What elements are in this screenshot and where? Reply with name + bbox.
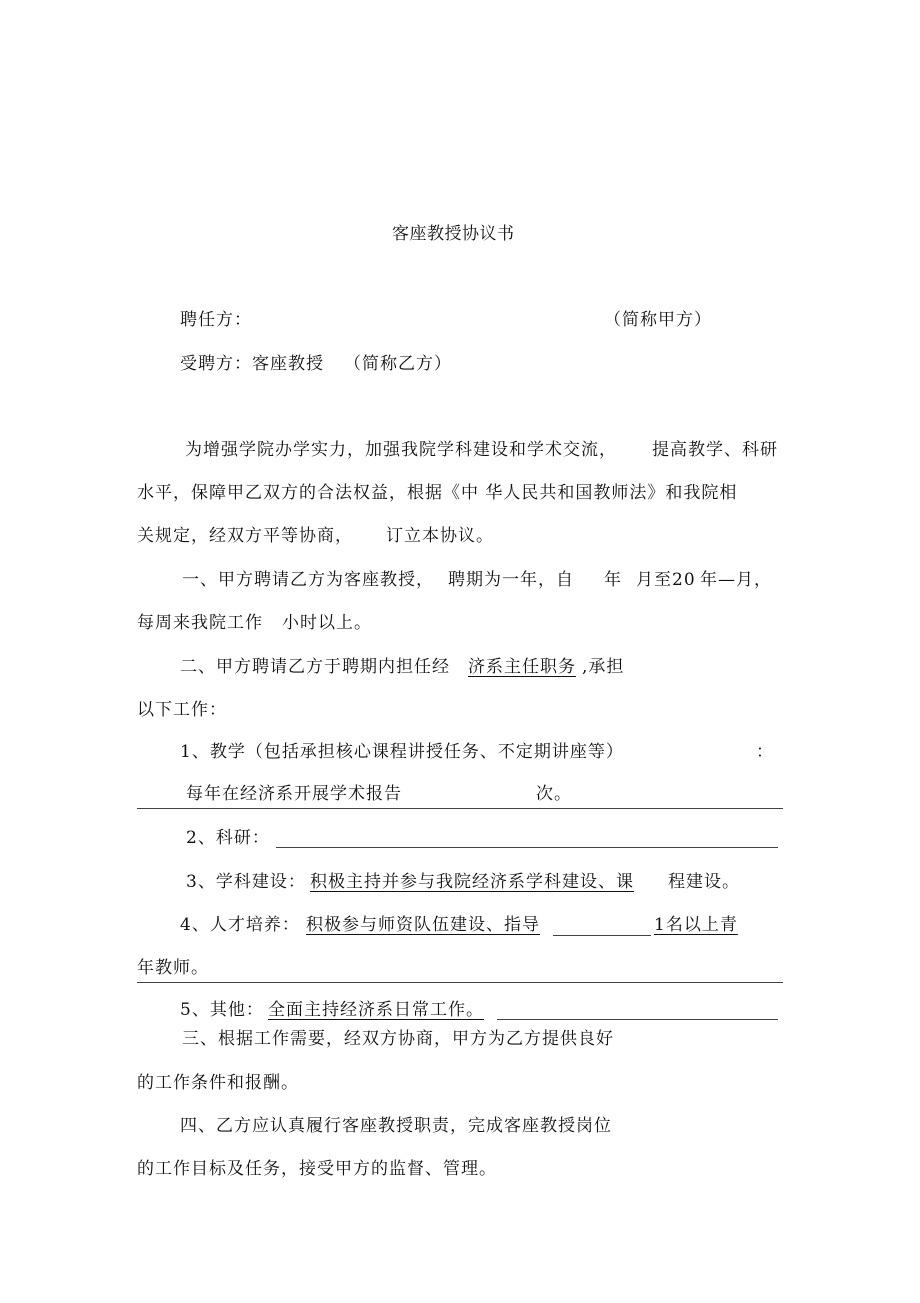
item4-rule [137, 982, 783, 983]
item1-reports: 每年在经济系开展学术报告 [186, 784, 402, 804]
item2-research: 2、科研： [186, 828, 270, 848]
preamble-line-1b: 提高教学、科研 [652, 440, 778, 460]
clause1-line2a: 每周来我院工作 [137, 613, 263, 633]
item5-blank-line [497, 1019, 778, 1020]
preamble-line-2: 水平，保障甲乙双方的合法权益，根据《中 华人民共和国教师法》和我院相 [137, 483, 738, 503]
clause3-line1: 三、根据工作需要，经双方协商，甲方为乙方提供良好 [182, 1029, 614, 1049]
clause2-line2: 以下工作： [137, 700, 227, 720]
employer-suffix: （简称甲方） [604, 310, 712, 330]
employee-label: 受聘方：客座教授 [180, 354, 324, 374]
clause3-line2: 的工作条件和报酬。 [137, 1073, 299, 1093]
clause2-position: 济系主任职务 [468, 657, 576, 677]
preamble-line-1: 为增强学院办学实力，加强我院学科建设和学术交流， [185, 440, 617, 460]
clause1-line1d: 月至20 [636, 570, 696, 590]
item1-teaching: 1、教学（包括承担核心课程讲授任务、不定期讲座等） [180, 742, 624, 762]
clause4-line1: 四、乙方应认真履行客座教授职责，完成客座教授岗位 [180, 1116, 612, 1136]
item5-label: 5、其他： [180, 1000, 264, 1020]
preamble-line-3: 关规定，经双方平等协商， [137, 526, 353, 546]
item1-colon: ： [756, 742, 774, 762]
item4-line2: 年教师。 [137, 958, 209, 978]
document-title: 客座教授协议书 [392, 224, 515, 244]
clause1-line1a: 一、甲方聘请乙方为客座教授， [182, 570, 434, 590]
item2-blank-line [276, 847, 778, 848]
clause1-line1c: 年 [604, 570, 622, 590]
item1-rule [137, 808, 783, 809]
employer-label: 聘任方： [180, 310, 252, 330]
item4-text: 积极参与师资队伍建设、指导 [306, 915, 540, 935]
clause1-line1e: 年—月， [700, 570, 772, 590]
item4-count: 1名以上青 [654, 915, 738, 935]
item4-label: 4、人才培养： [180, 915, 300, 935]
clause4-line2: 的工作目标及任务，接受甲方的监督、管理。 [137, 1159, 497, 1179]
clause1-line1b: 聘期为一年，自 [448, 570, 574, 590]
clause1-line2b: 小时以上。 [282, 613, 372, 633]
item1-times: 次。 [536, 784, 572, 804]
item3-label: 3、学科建设： [186, 872, 306, 892]
item3-text: 积极主持并参与我院经济系学科建设、课 [310, 872, 634, 892]
clause2-line1c: ,承担 [582, 657, 625, 677]
clause2-line1a: 二、甲方聘请乙方于聘期内担任经 [180, 657, 450, 677]
item3-text-end: 程建设。 [668, 872, 740, 892]
item5-text: 全面主持经济系日常工作。 [268, 1000, 484, 1020]
item4-blank-line [553, 935, 651, 936]
employee-suffix: （简称乙方） [344, 354, 452, 374]
preamble-line-3b: 订立本协议。 [386, 526, 494, 546]
